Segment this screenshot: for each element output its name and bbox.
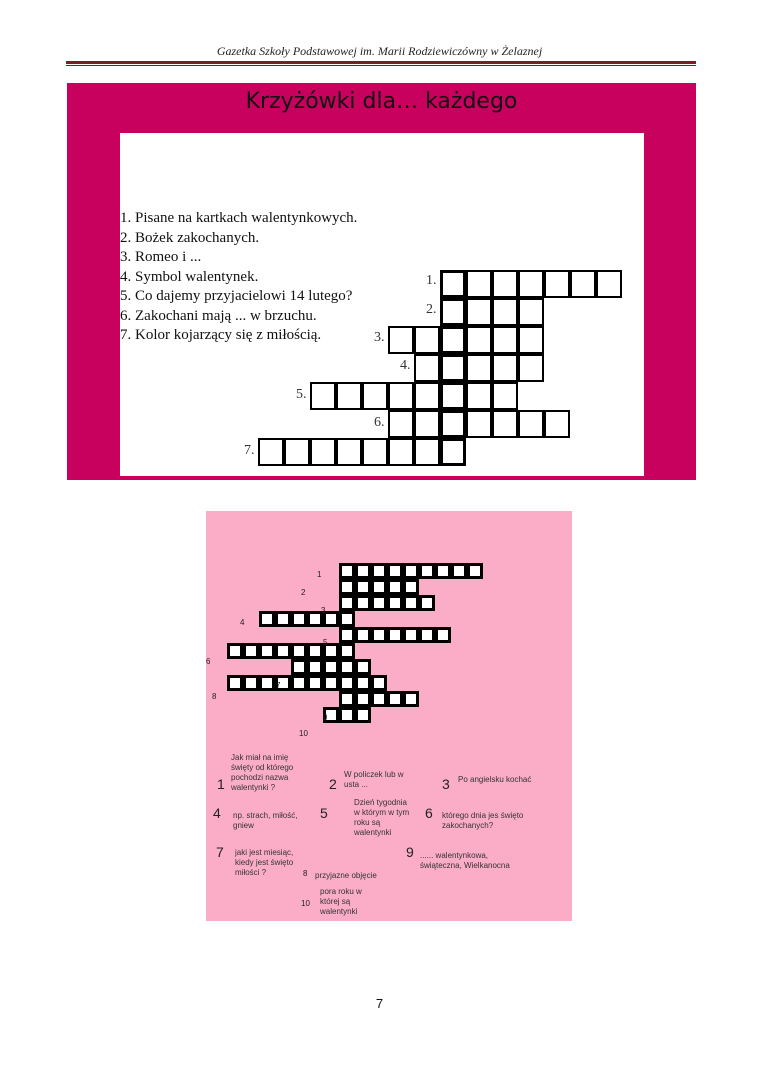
grid-number-5: 5 <box>323 638 328 647</box>
crossword-cell[interactable] <box>403 563 419 579</box>
clue-number-10: 10 <box>301 899 310 908</box>
crossword-cell[interactable] <box>371 563 387 579</box>
row-number-1: 1. <box>426 273 437 288</box>
crossword-1-questions <box>120 209 357 346</box>
crossword-1-board <box>120 133 644 476</box>
crossword-cell[interactable] <box>310 382 336 410</box>
crossword-cell[interactable] <box>339 627 355 643</box>
crossword-cell[interactable] <box>596 270 622 298</box>
crossword-cell[interactable] <box>388 326 414 354</box>
crossword-cell[interactable] <box>492 410 518 438</box>
crossword-cell[interactable] <box>339 579 355 595</box>
crossword-cell[interactable] <box>440 270 466 298</box>
crossword-cell[interactable] <box>387 563 403 579</box>
crossword-cell[interactable] <box>339 563 355 579</box>
crossword-cell[interactable] <box>339 611 355 627</box>
crossword-cell[interactable] <box>435 563 451 579</box>
question-5: 5. Co dajemy przyjacielowi 14 lutego? <box>120 288 353 304</box>
crossword-cell[interactable] <box>371 675 387 691</box>
crossword-cell[interactable] <box>371 627 387 643</box>
question-6: 6. Zakochani mają ... w brzuchu. <box>120 307 317 324</box>
crossword-cell[interactable] <box>227 643 243 659</box>
crossword-cell[interactable] <box>362 438 388 466</box>
row-number-2: 2. <box>426 302 437 317</box>
crossword-cell[interactable] <box>544 410 570 438</box>
crossword-cell[interactable] <box>492 382 518 410</box>
crossword-cell[interactable] <box>387 627 403 643</box>
crossword-cell[interactable] <box>419 563 435 579</box>
crossword-cell[interactable] <box>403 579 419 595</box>
grid-number-2: 2 <box>301 588 306 597</box>
crossword-cell[interactable] <box>414 326 440 354</box>
clue-9: ...... walentynkowa, świąteczna, Wielkanocna <box>420 851 510 870</box>
crossword-cell[interactable] <box>259 643 275 659</box>
crossword-cell[interactable] <box>355 627 371 643</box>
clue-6: którego dnia jes święto zakochanych? <box>442 811 524 830</box>
row-number-6: 6. <box>374 415 385 430</box>
crossword-cell[interactable] <box>419 595 435 611</box>
clue-7: jaki jest miesiąc, kiedy jest święto miłości ? <box>235 848 294 877</box>
crossword-cell[interactable] <box>307 675 323 691</box>
grid-number-4: 4 <box>240 618 245 627</box>
crossword-cell[interactable] <box>570 270 596 298</box>
row-number-5: 5. <box>296 387 307 402</box>
crossword-title: Krzyżówki dla… każdego <box>245 89 518 114</box>
crossword-cell[interactable] <box>466 410 492 438</box>
crossword-cell[interactable] <box>419 627 435 643</box>
crossword-cell[interactable] <box>339 707 355 723</box>
crossword-cell[interactable] <box>544 270 570 298</box>
crossword-cell[interactable] <box>440 326 466 354</box>
crossword-cell[interactable] <box>451 563 467 579</box>
crossword-cell[interactable] <box>414 382 440 410</box>
crossword-cell[interactable] <box>355 563 371 579</box>
crossword-cell[interactable] <box>291 675 307 691</box>
grid-number-3: 3 <box>321 606 326 615</box>
row-number-3: 3. <box>374 330 385 345</box>
crossword-cell[interactable] <box>371 691 387 707</box>
crossword-cell[interactable] <box>310 438 336 466</box>
crossword-cell[interactable] <box>339 595 355 611</box>
crossword-cell[interactable] <box>387 579 403 595</box>
crossword-cell[interactable] <box>307 659 323 675</box>
clue-number-4: 4 <box>213 805 221 821</box>
crossword-cell[interactable] <box>518 354 544 382</box>
grid-number-9: 9 <box>323 713 328 722</box>
clue-number-5: 5 <box>320 805 328 821</box>
crossword-cell[interactable] <box>275 643 291 659</box>
clue-10: pora roku w której są walentynki <box>320 887 362 916</box>
crossword-cell[interactable] <box>336 382 362 410</box>
crossword-cell[interactable] <box>371 579 387 595</box>
crossword-cell[interactable] <box>518 270 544 298</box>
question-1: 1. Pisane na kartkach walentynkowych. <box>120 210 358 226</box>
crossword-cell[interactable] <box>492 298 518 326</box>
crossword-cell[interactable] <box>336 438 362 466</box>
clue-5: Dzień tygodnia w którym w tym roku są walentynki <box>354 798 410 837</box>
crossword-cell[interactable] <box>466 326 492 354</box>
crossword-cell[interactable] <box>227 675 243 691</box>
crossword-cell[interactable] <box>518 298 544 326</box>
crossword-cell[interactable] <box>440 438 466 466</box>
crossword-cell[interactable] <box>387 595 403 611</box>
clue-2: W policzek lub w usta ... <box>344 770 404 789</box>
crossword-cell[interactable] <box>355 659 371 675</box>
grid-number-8: 8 <box>212 692 217 701</box>
clue-8: przyjazne objęcie <box>315 871 377 880</box>
crossword-cell[interactable] <box>467 563 483 579</box>
crossword-cell[interactable] <box>307 643 323 659</box>
clue-4: np. strach, miłość, gniew <box>233 811 298 830</box>
crossword-cell[interactable] <box>492 354 518 382</box>
crossword-cell[interactable] <box>466 354 492 382</box>
page-header: Gazetka Szkoły Podstawowej im. Marii Rodziewiczówny w Żelaznej <box>216 44 543 58</box>
crossword-cell[interactable] <box>362 382 388 410</box>
crossword-cell[interactable] <box>243 675 259 691</box>
crossword-cell[interactable] <box>440 298 466 326</box>
crossword-cell[interactable] <box>339 691 355 707</box>
crossword-cell[interactable] <box>466 382 492 410</box>
crossword-cell[interactable] <box>339 675 355 691</box>
clue-number-7: 7 <box>216 844 224 860</box>
crossword-cell[interactable] <box>291 643 307 659</box>
question-7: 7. Kolor kojarzący się z miłością. <box>120 327 322 343</box>
crossword-cell[interactable] <box>258 438 284 466</box>
crossword-cell[interactable] <box>339 659 355 675</box>
crossword-cell[interactable] <box>388 438 414 466</box>
crossword-cell[interactable] <box>414 410 440 438</box>
clue-number-2: 2 <box>329 776 337 792</box>
clue-number-1: 1 <box>217 776 225 792</box>
crossword-cell[interactable] <box>466 270 492 298</box>
crossword-cell[interactable] <box>355 579 371 595</box>
crossword-cell[interactable] <box>403 627 419 643</box>
crossword-cell[interactable] <box>339 643 355 659</box>
question-2: 2. Bożek zakochanych. <box>120 229 260 246</box>
crossword-cell[interactable] <box>403 595 419 611</box>
crossword-panel-1 <box>67 83 696 480</box>
crossword-cell[interactable] <box>466 298 492 326</box>
clue-number-3: 3 <box>442 776 450 792</box>
crossword-cell[interactable] <box>440 354 466 382</box>
crossword-cell[interactable] <box>518 410 544 438</box>
row-number-4: 4. <box>400 358 411 373</box>
crossword-cell[interactable] <box>388 410 414 438</box>
header-rule-thin <box>66 65 696 66</box>
crossword-cell[interactable] <box>492 326 518 354</box>
clue-number-6: 6 <box>425 805 433 821</box>
crossword-cell[interactable] <box>435 627 451 643</box>
crossword-cell[interactable] <box>355 707 371 723</box>
crossword-cell[interactable] <box>259 675 275 691</box>
crossword-cell[interactable] <box>323 659 339 675</box>
crossword-cell[interactable] <box>414 354 440 382</box>
clue-1: Jak miał na imię święty od którego pochodzi nazwa walentynki ? <box>231 753 294 792</box>
page-number: 7 <box>375 996 384 1011</box>
clue-3: Po angielsku kochać <box>458 775 532 784</box>
crossword-cell[interactable] <box>440 382 466 410</box>
crossword-cell[interactable] <box>323 675 339 691</box>
grid-number-1: 1 <box>317 570 322 579</box>
crossword-cell[interactable] <box>275 611 291 627</box>
grid-number-6: 6 <box>206 657 211 666</box>
header-rule <box>66 61 696 64</box>
crossword-cell[interactable] <box>518 326 544 354</box>
crossword-cell[interactable] <box>388 382 414 410</box>
crossword-cell[interactable] <box>387 691 403 707</box>
crossword-cell[interactable] <box>355 595 371 611</box>
crossword-cell[interactable] <box>243 643 259 659</box>
question-4: 4. Symbol walentynek. <box>120 268 259 285</box>
row-number-7: 7. <box>244 443 255 458</box>
crossword-cell[interactable] <box>259 611 275 627</box>
crossword-cell[interactable] <box>355 675 371 691</box>
crossword-cell[interactable] <box>403 691 419 707</box>
crossword-panel-2 <box>206 511 572 921</box>
clue-number-9: 9 <box>406 844 414 860</box>
crossword-cell[interactable] <box>440 410 466 438</box>
crossword-cell[interactable] <box>414 438 440 466</box>
crossword-cell[interactable] <box>355 691 371 707</box>
crossword-cell[interactable] <box>371 595 387 611</box>
grid-number-7: 7 <box>276 681 281 690</box>
clue-number-8: 8 <box>303 869 308 878</box>
crossword-cell[interactable] <box>492 270 518 298</box>
crossword-cell[interactable] <box>291 659 307 675</box>
crossword-cell[interactable] <box>291 611 307 627</box>
grid-number-10: 10 <box>299 729 308 738</box>
question-3: 3. Romeo i ... <box>120 249 202 265</box>
crossword-cell[interactable] <box>284 438 310 466</box>
